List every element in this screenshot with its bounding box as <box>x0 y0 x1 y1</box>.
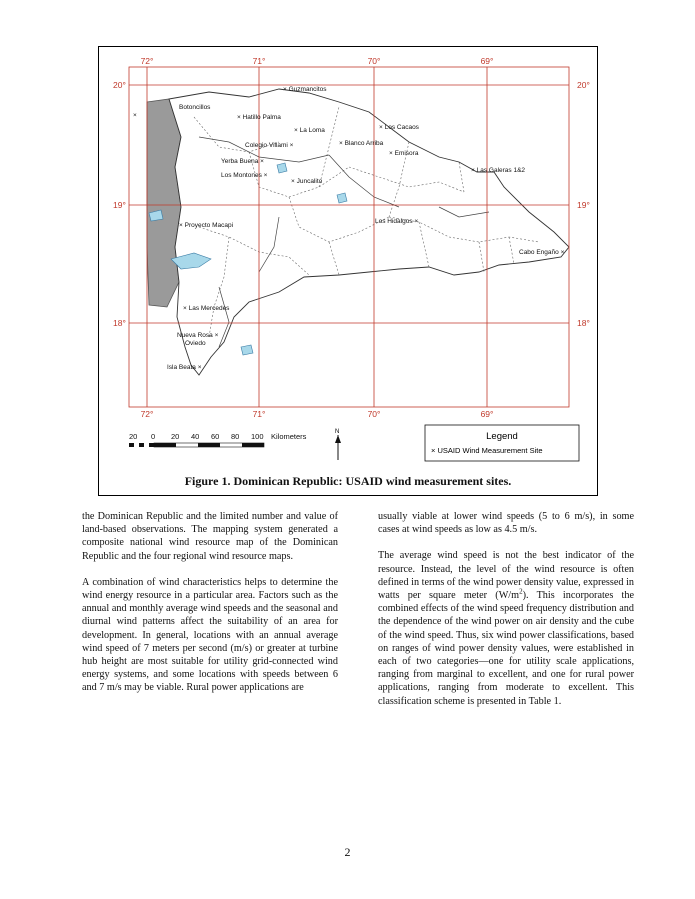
site-hatillo-palma: × Hatillo Palma <box>237 114 281 121</box>
lon-bot-72: 72° <box>140 409 154 419</box>
lat-right-20: 20° <box>577 80 590 90</box>
site-los-cacaos: × Los Cacaos <box>379 124 419 131</box>
reservoir <box>277 163 287 173</box>
north-arrow-icon <box>335 429 341 460</box>
site-isla-beata: Isla Beata × <box>167 364 202 371</box>
svg-text:N: N <box>335 429 340 435</box>
scale-unit: Kilometers <box>271 432 307 441</box>
lon-bot-70: 70° <box>367 409 381 419</box>
lon-top-69: 69° <box>480 56 494 66</box>
right-column <box>378 510 634 721</box>
site-oviedo: Oviedo <box>185 340 206 347</box>
lon-top-71: 71° <box>252 56 266 66</box>
page-number: 2 <box>344 845 351 859</box>
lon-bot-69: 69° <box>480 409 494 419</box>
right-paragraph-2: The average wind speed is not the best indicator of the resource. Instead, the level of the wind resource is often defined in terms of the wind power density value, expressed in watts per square meter $(W/m^2)$. This incorporates the combined effects of the wind speed frequency distribution and the dependence of the wind power on air density and the cube of the wind speed. Thus, six wind power classifications, based on ranges of wind power density values, were established in each of two categories—one for utility scale applications, ranging from marginal to excellent, and one for rural power applications, ranging from moderate to excellent. This classification scheme is presented in Table 1. <box>378 550 634 707</box>
lon-bot-71: 71° <box>252 409 266 419</box>
scale-tick-2: 0 <box>151 432 156 441</box>
lat-right-18: 18° <box>577 318 590 328</box>
legend <box>425 425 579 461</box>
legend-title: Legend <box>486 431 518 442</box>
lat-left-20: 20° <box>113 80 126 90</box>
scale-tick-3: 20 <box>171 432 180 441</box>
site-los-hidalgos: Los Hidalgos × <box>375 218 419 225</box>
map-svg <box>99 47 597 467</box>
site-proyecto-macapi: × Proyecto Macapi <box>179 222 234 229</box>
site-yerba-buena: Yerba Buena × <box>221 158 264 165</box>
site-nueva-rosa: Nueva Rosa × <box>177 332 219 339</box>
site-guzmancitos: × Guzmancitos <box>283 86 327 93</box>
left-column <box>82 510 338 708</box>
reservoir-3 <box>241 345 253 355</box>
haiti-region <box>147 99 181 307</box>
figure-map <box>98 46 598 496</box>
site-la-loma: × La Loma <box>294 127 325 134</box>
left-paragraph-1: the Dominican Republic and the limited number and value of land-based observations. The mapping system generated a composite national wind resource map of the Dominican Republic and the four regional wind resource maps. <box>82 511 338 562</box>
lat-left-18: 18° <box>113 318 126 328</box>
scale-tick-4: 40 <box>191 432 200 441</box>
lon-top-72: 72° <box>140 56 154 66</box>
site-botoncillos: Botoncillos <box>179 104 211 111</box>
figure-caption: Figure 1. Dominican Republic: USAID wind measurement sites. <box>184 474 512 488</box>
site-las-mercedes: × Las Mercedes <box>183 305 230 312</box>
scale-tick-6: 80 <box>231 432 240 441</box>
site-colegio-villami: Colegio Villami × <box>245 142 294 149</box>
site-emisora: × Emisora <box>389 150 419 157</box>
reservoir-2 <box>337 193 347 203</box>
site-los-montones: Los Montones × <box>221 172 268 179</box>
scale-bar <box>129 432 307 447</box>
left-paragraph-2: A combination of wind characteristics helps to determine the wind energy resource in a particular area. Factors such as the annual and monthly average wind speeds and the seasonal and diurnal wind patterns affect the suitability of an area for development. In general, locations with an annual average wind speed of 7 meters per second (m/s) or greater at turbine hub height are most suitable for utility grid-connected wind energy systems, and some locations with speeds between 6 and 7 m/s may be viable. Rural power applications are <box>82 576 338 694</box>
scale-tick-5: 60 <box>211 432 220 441</box>
dr-land <box>169 89 569 375</box>
lat-right-19: 19° <box>577 200 590 210</box>
scale-tick-7: 100 <box>251 432 264 441</box>
lat-left-19: 19° <box>113 200 126 210</box>
legend-item: × USAID Wind Measurement Site <box>431 446 543 455</box>
site-juncalito: × Juncalito <box>291 178 323 185</box>
site-las-galeras: × Las Galeras 1&2 <box>471 167 526 174</box>
right-paragraph-1: usually viable at lower wind speeds (5 to 6 m/s), in some cases at wind speeds as low as 4.5 m/s. <box>378 511 634 536</box>
site-cabo-engano: Cabo Engaño × <box>519 249 565 256</box>
site-blanco-arriba: × Blanco Arriba <box>339 140 384 147</box>
site-botoncillos-marker: × <box>133 112 137 119</box>
lon-top-70: 70° <box>367 56 381 66</box>
scale-tick-1: 20 <box>129 432 138 441</box>
